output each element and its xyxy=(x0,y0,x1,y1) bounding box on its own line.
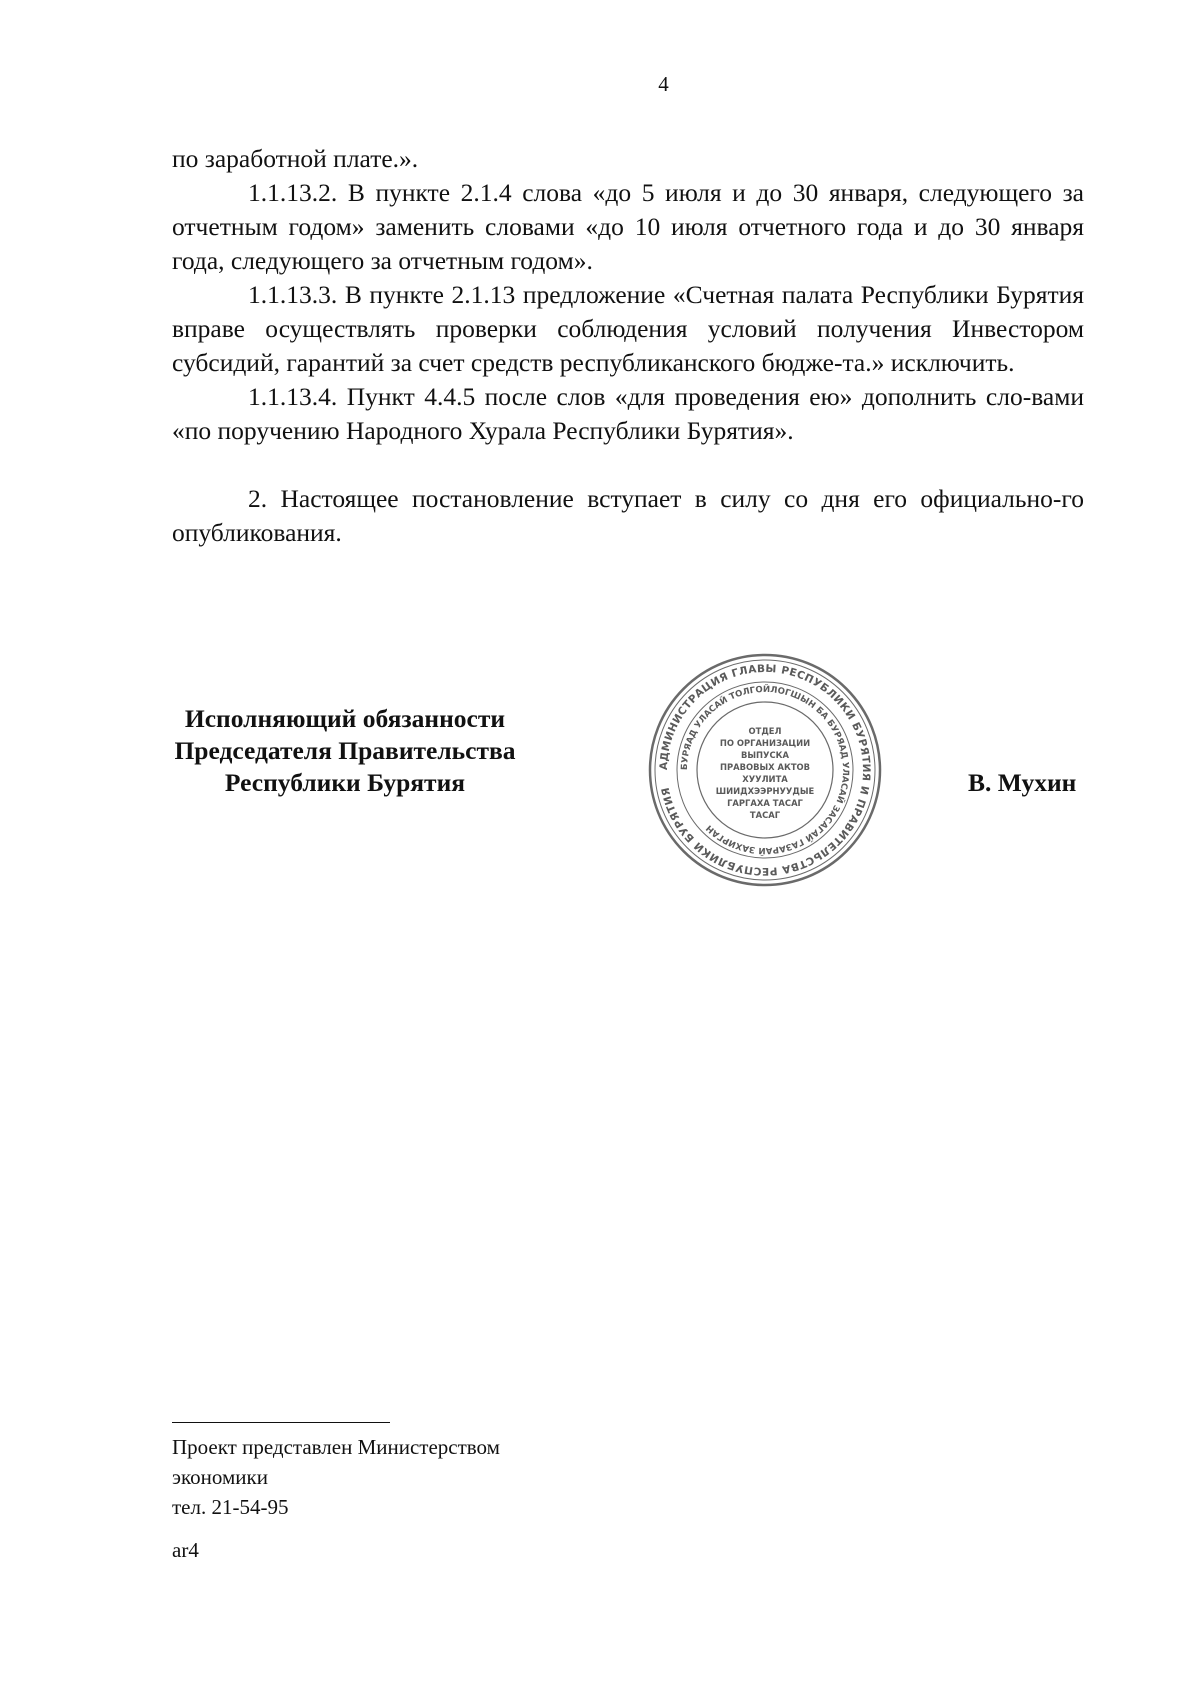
paragraph-1-1-13-4: 1.1.13.4. Пункт 4.4.5 после слов «для проведения ею» дополнить сло-вами «по поручению Народного Хурала Республики Бурятия». xyxy=(172,382,1084,445)
stamp-center-line: ШИИДХЭЭРНУУДЫЕ xyxy=(715,786,815,796)
stamp-outer-text: АДМИНИСТРАЦИЯ ГЛАВЫ РЕСПУБЛИКИ БУРЯТИЯ И ПРАВИТЕЛЬСТВА РЕСПУБЛИКИ БУРЯТИЯ xyxy=(657,662,873,878)
document-code: ar4 xyxy=(172,1538,199,1562)
paragraph-2-effective-date: 2. Настоящее постановление вступает в силу со дня его официально-го опубликования. xyxy=(172,484,1084,547)
signatory-title-line: Исполняющий обязанности xyxy=(184,704,506,733)
footer-note xyxy=(172,1432,500,1522)
signatory-title xyxy=(150,703,540,799)
stamp-center-line: ПРАВОВЫХ АКТОВ xyxy=(719,762,811,772)
paragraph-1-1-13-2: 1.1.13.2. В пункте 2.1.4 слова «до 5 июля и до 30 января, следующего за отчетным годом» заменить словами «до 10 июля отчетного года и до 30 января года, следующего за отчетным годом». xyxy=(172,178,1084,275)
stamp-inner-text: БУРЯАД УЛАСАЙ ТОЛГОЙЛОГШЫН БА БУРЯАД УЛАСАЙ ЗАСАГАЙ ГАЗАРАЙ ЗАХИРГАН xyxy=(679,684,851,856)
footer-phone: тел. 21-54-95 xyxy=(172,1495,289,1519)
stamp-center-line: ВЫПУСКА xyxy=(740,750,790,760)
paragraph-continuation: по заработной плате.». xyxy=(172,144,419,173)
stamp-center-line: ОТДЕЛ xyxy=(748,726,782,736)
footer-submitted-by: Проект представлен Министерством xyxy=(172,1435,500,1459)
signatory-name: В. Мухин xyxy=(968,768,1077,797)
footer-ministry: экономики xyxy=(172,1465,268,1489)
stamp-center-line: ПО ОРГАНИЗАЦИИ xyxy=(719,738,811,748)
document-body xyxy=(172,142,1084,550)
stamp-center-line: ТАСАГ xyxy=(749,810,781,820)
stamp-center-line: ГАРГАХА ТАСАГ xyxy=(727,798,803,808)
footer-divider xyxy=(172,1422,390,1423)
signatory-title-line: Республики Бурятия xyxy=(224,768,466,797)
page-number: 4 xyxy=(658,72,669,96)
signatory-title-line: Председателя Правительства xyxy=(174,736,516,765)
stamp-center-line: ХУУЛИТА xyxy=(742,774,788,784)
official-seal-stamp xyxy=(645,650,885,890)
paragraph-1-1-13-3: 1.1.13.3. В пункте 2.1.13 предложение «Счетная палата Республики Бурятия вправе осуществлять проверки соблюдения условий получения Инвестором субсидий, гарантий за счет средств республиканского бюдже-та.» исключить. xyxy=(172,280,1084,377)
